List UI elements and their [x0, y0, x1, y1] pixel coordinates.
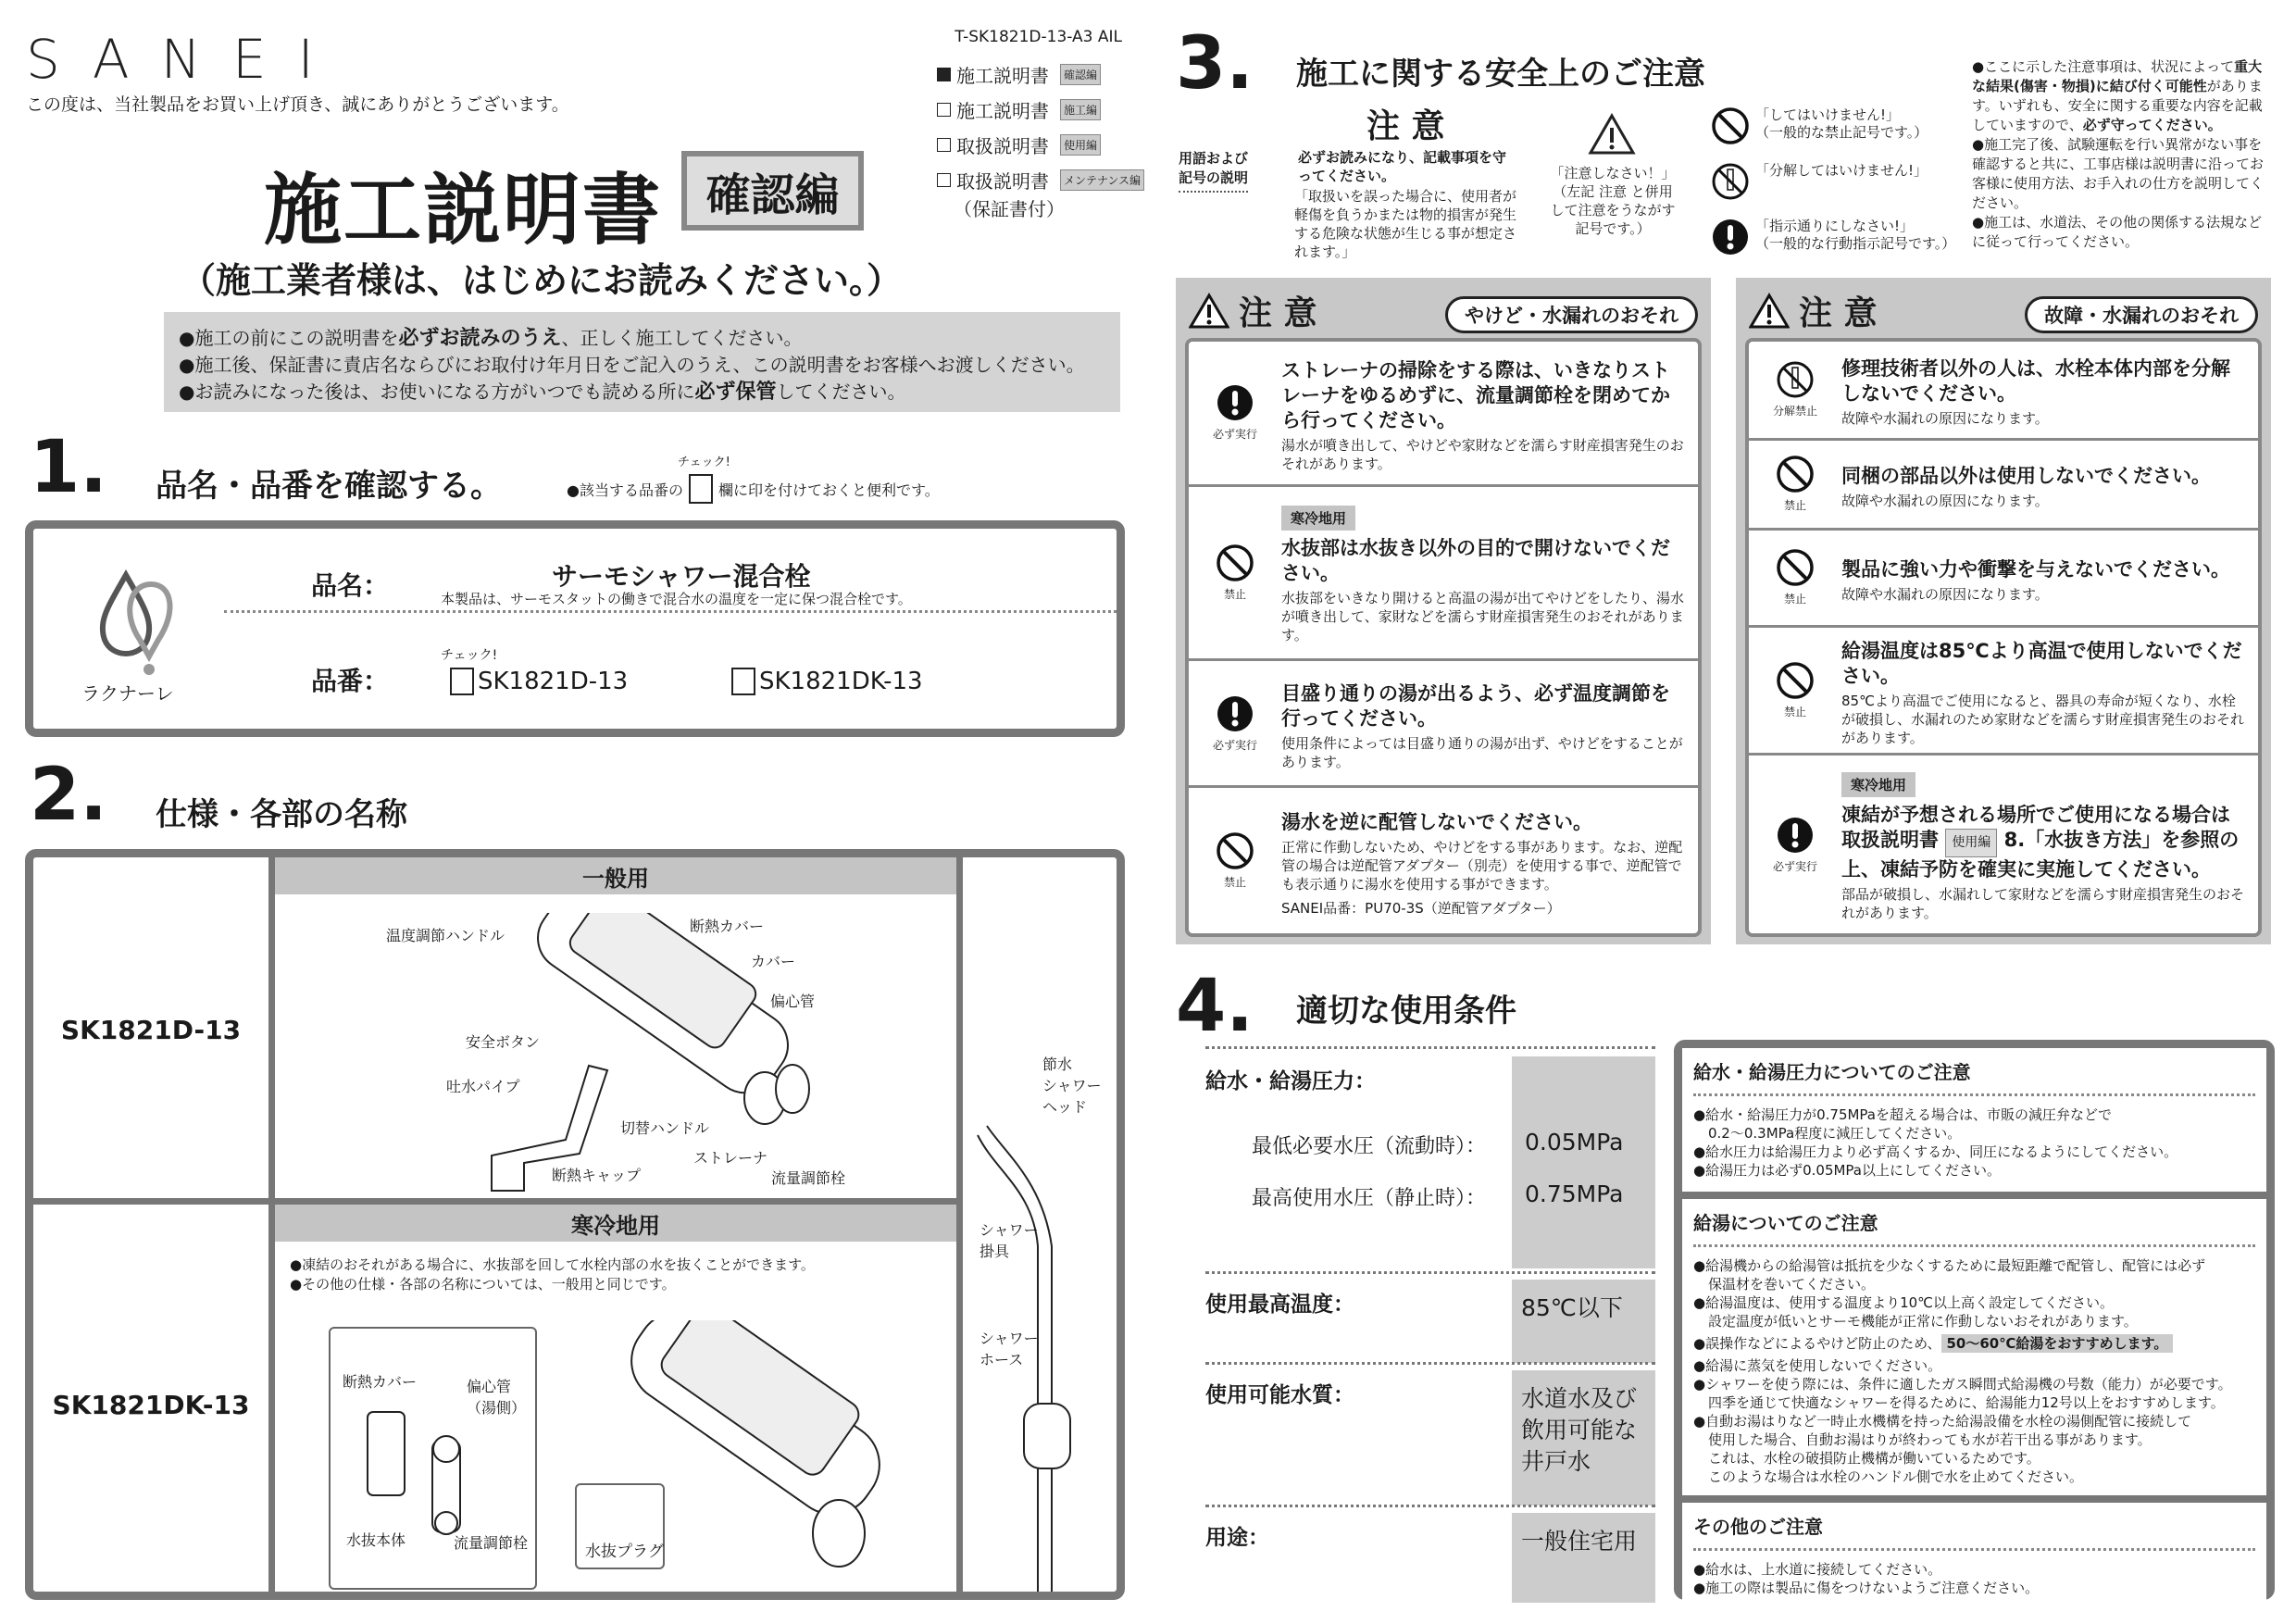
pressure-label: 給水・給湯圧力： [1205, 1069, 1376, 1093]
cold-header: 寒冷地用 [275, 1205, 956, 1242]
notes-text: ●給水は、上水道に接続してください。 [1693, 1561, 1942, 1578]
model-general: SK1821D-13 [60, 1015, 242, 1045]
cold-note: ●その他の仕様・各部の名称については、一般用と同じです。 [290, 1276, 676, 1293]
model-cold: SK1821DK-13 [52, 1390, 250, 1420]
use-value: 一般住宅用 [1512, 1513, 1655, 1603]
caution-text [1281, 788, 1698, 933]
notes-line [1693, 1106, 2255, 1124]
caution-text [1841, 441, 2258, 528]
caution-category: やけど・水漏れのおそれ [1445, 296, 1698, 333]
part-label: 温度調節ハンドル [386, 927, 505, 944]
caution-title-text: ストレーナの掃除をする際は、いきなりストレーナをゆるめずに、流量調節栓を閉めてから行ってください。 [1281, 358, 1670, 431]
caution-title-text: 湯水を逆に配管しないでください。 [1281, 810, 1592, 833]
caution-body: 故障や水漏れの原因になります。 [1841, 410, 2049, 428]
notes-heading: 給水・給湯圧力についてのご注意 [1693, 1057, 2255, 1096]
caution-icon-label: 禁止 [1223, 587, 1246, 601]
caution-title [1841, 464, 2249, 489]
model-label: SK1821D-13 [478, 668, 629, 695]
page-title: 施工説明書 [264, 165, 663, 256]
part-label: ストレーナ [693, 1149, 768, 1167]
caution-heading [1749, 287, 1878, 334]
doc-checklist-label: 取扱説明書 [956, 135, 1049, 157]
section-2-title: 仕様・各部の名称 [156, 796, 407, 833]
doc-checklist-tag: メンテナンス編 [1060, 169, 1144, 191]
region-tag: 寒冷地用 [1841, 772, 1915, 797]
caution-icon-label: 必ず実行 [1772, 859, 1817, 873]
faucet-illustration-general [468, 913, 857, 1200]
model-option-1[interactable] [450, 668, 628, 695]
caution-title [1841, 557, 2249, 582]
caution-box-burn [1176, 278, 1711, 944]
product-name: サーモシャワー混合栓 [552, 561, 811, 592]
doc-checkbox [937, 138, 951, 152]
doc-checklist-item [937, 131, 1101, 158]
notes-text: ●給湯に蒸気を使用しないでください。 [1693, 1357, 1942, 1374]
prohibited-icon [1216, 543, 1254, 582]
caution-text [1841, 628, 2258, 753]
max-pressure-value: 0.75MPa [1525, 1181, 1624, 1207]
caution-text [1841, 342, 2258, 438]
notes-line [1693, 1430, 2255, 1449]
notes-text: ●給湯圧力は必ず0.05MPa以上にしてください。 [1693, 1162, 2001, 1179]
quality-value: 水道水及び飲用可能な井戸水 [1512, 1370, 1655, 1505]
condition-water-quality [1205, 1362, 1655, 1505]
min-pressure-value: 0.05MPa [1525, 1129, 1624, 1156]
caution-body: 故障や水漏れの原因になります。 [1841, 492, 2049, 509]
symbol-description: 「分解してはいけません!」 [1755, 162, 1928, 179]
check-hint-post: 欄に印を付けておくと便利です。 [718, 481, 940, 499]
intro-text: ●ここに示した注意事項は、状況によって [1972, 58, 2235, 75]
notes-section [1682, 1199, 2266, 1495]
product-description: 本製品は、サーモスタットの働きで混合水の温度を一定に保つ混合栓です。 [441, 591, 912, 607]
condition-pressure [1205, 1046, 1655, 1268]
caution-icon-label: 禁止 [1783, 499, 1806, 513]
notes-line [1693, 1393, 2255, 1412]
caution-icon [1749, 441, 1841, 528]
region-tag: 寒冷地用 [1281, 506, 1355, 531]
condition-usage [1205, 1505, 1655, 1600]
notes-line [1693, 1468, 2255, 1486]
part-label: 切替ハンドル [620, 1119, 710, 1137]
caution-category: 故障・水漏れのおそれ [2025, 296, 2258, 333]
warning-triangle-icon [1749, 293, 1790, 330]
caution-heading [1189, 287, 1317, 334]
caution-row [1189, 788, 1698, 933]
warning-triangle-icon [1189, 293, 1229, 330]
caution-body: 使用条件によっては目盛り通りの湯が出ず、やけどをすることがあります。 [1281, 734, 1683, 770]
part-label: 水抜プラグ [585, 1543, 664, 1561]
caution-row [1749, 531, 2258, 629]
intro-text: があります。いずれも、安全に関する重要な内容を記載していますので、 [1972, 78, 2263, 133]
caution-definition-bold: 必ずお読みになり、記載事項を守ってください。 [1298, 149, 1507, 184]
page-subtitle: （施工業者様は、はじめにお読みください。） [181, 260, 903, 301]
cold-note: ●凍結のおそれがある場合に、水抜部を回して水栓内部の水を抜くことができます。 [290, 1256, 815, 1273]
notes-line [1693, 1293, 2255, 1312]
caution-text [1281, 342, 1698, 484]
doc-checklist-item [937, 167, 1144, 194]
part-label: 偏心管 （湯側） [467, 1378, 527, 1417]
doc-checkbox [937, 173, 951, 187]
caution-icon-label: 禁止 [1783, 593, 1806, 606]
notes-line [1693, 1161, 2255, 1180]
notes-highlight: 50～60℃給湯をおすすめします。 [1941, 1334, 2174, 1353]
notes-line [1693, 1375, 2255, 1393]
notice-box [164, 312, 1120, 412]
notes-line [1693, 1275, 2255, 1293]
caution-body: 部品が破損し、水漏れして家財などを濡らす財産損害発生のおそれがあります。 [1841, 886, 2245, 922]
general-header: 一般用 [275, 857, 956, 894]
section-1-title: 品名・品番を確認する。 [156, 468, 502, 505]
notice-line [179, 325, 1120, 352]
caution-body: 85℃より高温でご使用になると、器具の寿命が短くなり、水栓が破損し、水漏れのため家財などを濡らす財産損害発生のおそれがあります。 [1841, 693, 2245, 747]
caution-title [1281, 358, 1689, 433]
spec-table [25, 849, 1125, 1600]
notes-text: ●シャワーを使う際には、条件に適したガス瞬間式給湯機の号数（能力）が必要です。 [1693, 1376, 2232, 1393]
caution-title-text: 同梱の部品以外は使用しないでください。 [1841, 464, 2211, 487]
doc-checkbox [937, 68, 951, 81]
prohibited-icon [1711, 106, 1750, 145]
caution-title [1841, 803, 2249, 882]
doc-checkbox [937, 103, 951, 117]
notice-text: 必ず保管 [694, 381, 777, 404]
part-label: シャワー ホース [980, 1330, 1039, 1368]
intro-text: ●施工は、水道法、その他の関係する法規などに従って行ってください。 [1972, 214, 2263, 250]
caution-title [1841, 356, 2249, 406]
caution-heading-text: 注 意 [1239, 294, 1317, 332]
section-4-title: 適切な使用条件 [1296, 993, 1516, 1030]
symbol-legend-item [1711, 162, 1928, 201]
symbol-description: 「してはいけません!」 （一般的な禁止記号です。） [1755, 106, 1928, 141]
notes-heading: その他のご注意 [1693, 1512, 2255, 1551]
greeting: この度は、当社製品をお買い上げ頂き、誠にありがとうございます。 [26, 94, 569, 115]
symbol-legend-item [1711, 218, 1955, 256]
notes-line [1693, 1449, 2255, 1468]
notes-text: ●給湯機からの給湯管は抵抗を少なくするために最短距離で配管し、配管には必ず [1693, 1257, 2206, 1274]
mandatory-icon [1216, 694, 1254, 733]
temp-value: 85℃以下 [1512, 1280, 1655, 1363]
notes-text: これは、水栓の破損防止機構が働いているためです。 [1708, 1450, 2040, 1467]
part-label: 断熱カバー [690, 918, 765, 935]
notes-text: ●給湯温度は、使用する温度より10℃以上高く設定してください。 [1693, 1294, 2115, 1311]
notice-text: 、正しく施工してください。 [561, 327, 803, 349]
part-label: 吐水パイプ [446, 1078, 520, 1095]
notes-line [1693, 1124, 2255, 1143]
mandatory-icon [1711, 218, 1750, 256]
notes-text: このような場合は水栓のハンドル側で水を止めてください。 [1708, 1468, 2084, 1485]
caution-title-text: 凍結が予想される場所でご使用になる場合は [1841, 804, 2230, 827]
doc-checklist-item [937, 96, 1101, 123]
intro-line [1972, 213, 2268, 252]
part-label: 断熱キャップ [552, 1167, 642, 1184]
caution-icon-label: 禁止 [1783, 706, 1806, 719]
caution-title [1281, 536, 1689, 586]
notice-text: ●施工の前にこの説明書を [179, 327, 399, 349]
caution-row [1749, 628, 2258, 756]
notes-line [1693, 1256, 2255, 1275]
doc-checklist-label: 取扱説明書 [956, 170, 1049, 193]
intro-text: 重大な結果(傷害・物損)に結び付く可能性 [1972, 58, 2263, 94]
caution-list [1185, 338, 1702, 937]
notes-line [1693, 1312, 2255, 1330]
notes-section [1682, 1503, 2266, 1607]
caution-text [1841, 756, 2258, 933]
usage-notes-box [1674, 1040, 2275, 1600]
caution-title-text: 給湯温度は85℃より高温で使用しないでください。 [1841, 640, 2242, 688]
notes-line [1693, 1412, 2255, 1430]
section-2-number: 2. [30, 754, 107, 837]
document-code: T-SK1821D-13-A3 AIL [955, 28, 1122, 46]
notes-line [1693, 1334, 2255, 1353]
check-hint [567, 456, 940, 504]
product-box [25, 520, 1125, 737]
mandatory-icon [1776, 816, 1815, 855]
caution-icon [1189, 788, 1281, 933]
notice-text: してください。 [776, 381, 906, 403]
part-label: 断熱カバー [343, 1373, 418, 1391]
notice-text: 必ずお読みのうえ [398, 327, 562, 350]
caution-title-ref: 取扱説明書 [1841, 829, 1939, 852]
legend-label: 用語および 記号の説明 [1179, 148, 1248, 193]
caution-icon-label: 必ず実行 [1212, 428, 1257, 442]
part-label: 偏心管 [770, 993, 816, 1010]
section-4-number: 4. [1176, 965, 1254, 1048]
caution-body: 水抜部をいきなり開けると高温の湯が出てやけどをしたり、湯水が噴き出して、家財などを濡らす財産損害発生のおそれがあります。 [1281, 590, 1685, 644]
caution-title [1281, 681, 1689, 731]
notice-text: ●施工後、保証書に責店名ならびにお取付け年月日をご記入のうえ、この説明書をお客様へお渡しください。 [179, 354, 1085, 376]
caution-icon-label: 分解禁止 [1772, 405, 1817, 418]
caution-icon [1749, 342, 1841, 438]
divider [224, 610, 1117, 613]
notes-text: ●自動お湯はりなど一時止水機構を持った給湯設備を水栓の湯側配管に接続して [1693, 1413, 2192, 1430]
notice-line [179, 352, 1120, 379]
intro-text: 必ず守ってください。 [2082, 117, 2222, 133]
title-tag: 確認編 [681, 151, 864, 231]
manual-tag: 使用編 [1945, 829, 1997, 857]
no-disassembly-icon [1711, 162, 1750, 201]
prohibited-icon [1776, 548, 1815, 587]
doc-checklist-note: （保証書付） [954, 198, 1065, 220]
caution-icon-label: 禁止 [1223, 876, 1246, 890]
part-label: 節水 シャワー ヘッド [1042, 1056, 1102, 1116]
product-number-label: 品番： [311, 666, 390, 696]
notes-line [1693, 1356, 2255, 1375]
caution-title-text: 製品に強い力や衝撃を与えないでください。 [1841, 557, 2230, 581]
use-label: 用途： [1205, 1526, 1269, 1550]
part-label: 流量調節栓 [771, 1169, 846, 1187]
notes-text: 設定温度が低いとサーモ機能が正常に作動しないおそれがあります。 [1708, 1313, 2138, 1330]
caution-icon [1749, 628, 1841, 753]
symbol-description: 「指示通りにしなさい!」 （一般的な行動指示記号です。） [1755, 218, 1956, 252]
notes-text: 0.2～0.3MPa程度に減圧してください。 [1708, 1125, 1962, 1142]
caution-text [1281, 487, 1698, 658]
notice-text: ●お読みになった後は、お使いになる方がいつでも読める所に [179, 381, 695, 403]
caution-row [1749, 441, 2258, 531]
sanei-logo: SANEI [26, 28, 345, 91]
caution-extra: SANEI品番：PU70-3S（逆配管アダプター） [1281, 899, 1561, 917]
notes-line [1693, 1143, 2255, 1161]
part-label: 安全ボタン [466, 1033, 541, 1051]
model-option-2[interactable] [731, 668, 923, 695]
doc-checklist-item [937, 61, 1101, 88]
notes-text: 保温材を巻いてください。 [1708, 1276, 1876, 1293]
part-label: カバー [751, 953, 796, 970]
caution-title [1841, 639, 2249, 689]
symbol-legend-item [1711, 106, 1928, 145]
intro-line [1972, 135, 2268, 213]
min-pressure-label: 最低必要水圧（流動時）： [1252, 1135, 1487, 1158]
notes-text: 使用した場合、自動お湯はりが終わっても水が若干出る事があります。 [1708, 1431, 2152, 1448]
part-label: 水抜本体 [346, 1531, 406, 1549]
no-disassembly-icon [1776, 360, 1815, 399]
notes-text: ●誤操作などによるやけど防止のため、 [1693, 1335, 1941, 1352]
check-hint-label: チェック! [677, 456, 730, 469]
caution-text [1281, 661, 1698, 786]
intro-text: ●施工完了後、試験運転を行い異常がない事を確認すると共に、工事店様は説明書に沿ってお客様に使用方法、お手入れの仕方を説明してください。 [1972, 136, 2265, 211]
caution-icon [1749, 531, 1841, 626]
cold-notes [290, 1255, 815, 1294]
caution-definition: 「取扱いを誤った場合に、使用者が軽傷を負うかまたは物的損害が発生する危険な状態が生じる事が想定されます。」 [1294, 188, 1517, 260]
caution-box-failure [1736, 278, 2271, 944]
check-hint-box [677, 456, 730, 504]
max-pressure-label: 最高使用水圧（静止時）： [1252, 1187, 1487, 1210]
caution-body: 正常に作動しないため、やけどをする事があります。なお、逆配管の場合は逆配管アダプター（別売）を使用する事で、逆配管でも表示通りに湯水を使用する事ができます。 [1281, 838, 1683, 893]
prohibited-icon [1776, 455, 1815, 493]
caution-row [1189, 661, 1698, 789]
notice-line [179, 379, 1120, 406]
caution-icon [1189, 661, 1281, 786]
model-checkbox[interactable] [731, 668, 755, 695]
logo-text: ラクナーレ [81, 682, 174, 705]
caution-row [1189, 342, 1698, 487]
condition-temperature [1205, 1271, 1655, 1362]
notes-text: ●給水圧力は給湯圧力より必ず高くするか、同圧になるようにしてください。 [1693, 1143, 2178, 1160]
prohibited-icon [1776, 661, 1815, 700]
caution-icon [1749, 756, 1841, 933]
notes-text: ●施工の際は製品に傷をつけないようご注意ください。 [1693, 1580, 2040, 1596]
caution-icon-label: 必ず実行 [1212, 738, 1257, 752]
caution-body: 故障や水漏れの原因になります。 [1841, 585, 2049, 603]
caution-row [1189, 487, 1698, 661]
doc-checklist-label: 施工説明書 [956, 100, 1049, 122]
caution-title [1281, 810, 1689, 835]
caution-title-text: 水抜部は水抜き以外の目的で開けないでください。 [1281, 537, 1670, 585]
caution-icon [1189, 342, 1281, 484]
check-label: チェック! [441, 648, 498, 663]
mandatory-icon [1216, 383, 1254, 422]
caution-text [1841, 531, 2258, 626]
caution-title-text: 修理技術者以外の人は、水栓本体内部を分解しないでください。 [1841, 357, 2230, 406]
notes-text: ●給水・給湯圧力が0.75MPaを超える場合は、市販の減圧弁などで [1693, 1106, 2112, 1123]
notes-text: 四季を通じて快適なシャワーを得るために、給湯能力12号以上をおすすめします。 [1708, 1394, 2225, 1411]
doc-checklist-tag: 使用編 [1060, 134, 1101, 156]
caution-heading-text: 注 意 [1799, 294, 1878, 332]
caution-icon [1189, 487, 1281, 658]
section-3-number: 3. [1176, 22, 1254, 106]
doc-checklist-tag: 確認編 [1060, 64, 1101, 85]
doc-checklist-tag: 施工編 [1060, 99, 1101, 120]
notes-heading: 給湯についてのご注意 [1693, 1208, 2255, 1247]
notes-section [1682, 1048, 2266, 1192]
caution-row [1749, 342, 2258, 441]
caution-title-text: を参照の上、凍結予防を確実に実施してください。 [1841, 829, 2240, 881]
notes-line [1693, 1579, 2255, 1597]
check-hint-pre: ●該当する品番の [567, 481, 683, 499]
caution-row [1749, 756, 2258, 933]
part-label: シャワー 掛具 [980, 1221, 1039, 1260]
product-name-label: 品名： [311, 570, 390, 601]
model-label: SK1821DK-13 [759, 668, 923, 695]
caution-body: 湯水が噴き出して、やけどや家財などを濡らす財産損害発生のおそれがあります。 [1281, 436, 1684, 472]
temp-label: 使用最高温度： [1205, 1293, 1354, 1317]
rakunare-logo-icon [94, 566, 186, 677]
caution-title-ref: 8.「水抜き方法」 [2003, 829, 2162, 852]
section-3-title: 施工に関する安全上のご注意 [1296, 56, 1705, 93]
safety-intro [1972, 57, 2268, 252]
model-checkbox[interactable] [450, 668, 474, 695]
usage-conditions-table [1205, 1046, 1655, 1600]
quality-label: 使用可能水質： [1205, 1383, 1354, 1407]
section-1-number: 1. [30, 426, 107, 509]
triangle-definition: 「注意しなさい！」 （左記 注意 と併用して注意をうながす記号です。） [1550, 165, 1676, 237]
caution-list [1745, 338, 2262, 937]
part-label: 流量調節栓 [454, 1534, 529, 1552]
notes-line [1693, 1560, 2255, 1579]
caution-title-text: 目盛り通りの湯が出るよう、必ず温度調節を行ってください。 [1281, 681, 1670, 730]
warning-triangle-icon [1588, 113, 1636, 156]
caution-word: 注 意 [1366, 107, 1445, 145]
prohibited-icon [1216, 831, 1254, 870]
doc-checklist-label: 施工説明書 [956, 65, 1049, 87]
intro-line [1972, 57, 2268, 135]
